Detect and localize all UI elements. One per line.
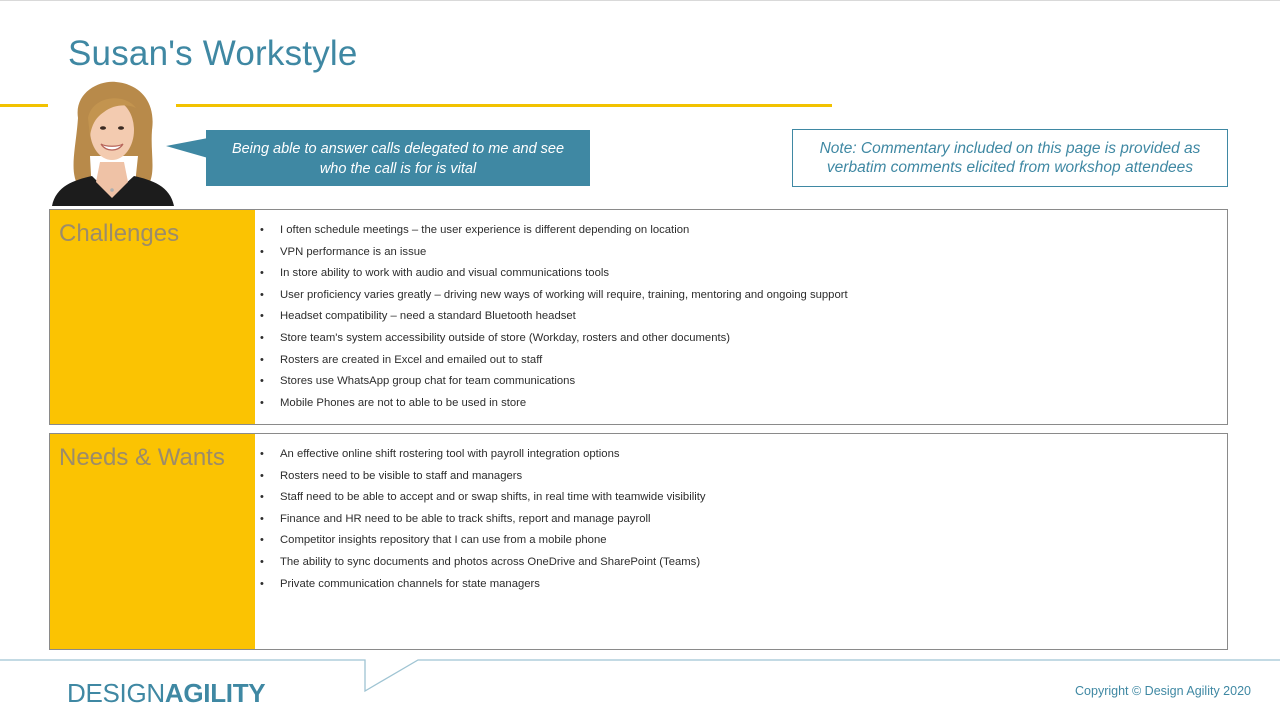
persona-portrait [48, 78, 176, 206]
needs-list [260, 444, 706, 595]
list-item: • In store ability to work with audio and visual communications tools [260, 263, 848, 285]
list-item: • An effective online shift rostering tool with payroll integration options [260, 444, 706, 466]
needs-panel [49, 433, 1228, 650]
list-item: • Finance and HR need to be able to track shifts, report and manage payroll [260, 509, 706, 531]
copyright-text: Copyright © Design Agility 2020 [1075, 684, 1251, 698]
list-item: • VPN performance is an issue [260, 242, 848, 264]
brand-light-text: DESIGN [67, 678, 165, 708]
challenges-panel [49, 209, 1228, 425]
list-item: • Headset compatibility – need a standard Bluetooth headset [260, 306, 848, 328]
needs-heading: Needs & Wants [50, 434, 255, 649]
list-item: • Store team's system accessibility outside of store (Workday, rosters and other documents) [260, 328, 848, 350]
list-item: • The ability to sync documents and photos across OneDrive and SharePoint (Teams) [260, 552, 706, 574]
challenges-heading: Challenges [50, 210, 255, 424]
top-divider [0, 0, 1280, 1]
persona-quote: Being able to answer calls delegated to me and see who the call is for is vital [206, 130, 590, 186]
portrait-photo-icon [48, 78, 176, 206]
accent-rule-right [176, 104, 832, 107]
list-item: • Competitor insights repository that I can use from a mobile phone [260, 530, 706, 552]
list-item: • Rosters need to be visible to staff and managers [260, 466, 706, 488]
list-item: • Private communication channels for state managers [260, 574, 706, 596]
list-item: • User proficiency varies greatly – driving new ways of working will require, training, mentoring and ongoing support [260, 285, 848, 307]
commentary-note: Note: Commentary included on this page is provided as verbatim comments elicited from workshop attendees [792, 129, 1228, 187]
list-item: • Stores use WhatsApp group chat for team communications [260, 371, 848, 393]
page-title: Susan's Workstyle [68, 34, 358, 73]
challenges-list [260, 220, 848, 414]
speech-tail-icon [166, 138, 208, 164]
list-item: • I often schedule meetings – the user experience is different depending on location [260, 220, 848, 242]
list-item: • Mobile Phones are not to able to be used in store [260, 393, 848, 415]
list-item: • Staff need to be able to accept and or swap shifts, in real time with teamwide visibility [260, 487, 706, 509]
accent-rule-left [0, 104, 50, 107]
list-item: • Rosters are created in Excel and emailed out to staff [260, 350, 848, 372]
brand-bold-text: AGILITY [164, 678, 266, 708]
design-agility-logo [67, 678, 265, 709]
